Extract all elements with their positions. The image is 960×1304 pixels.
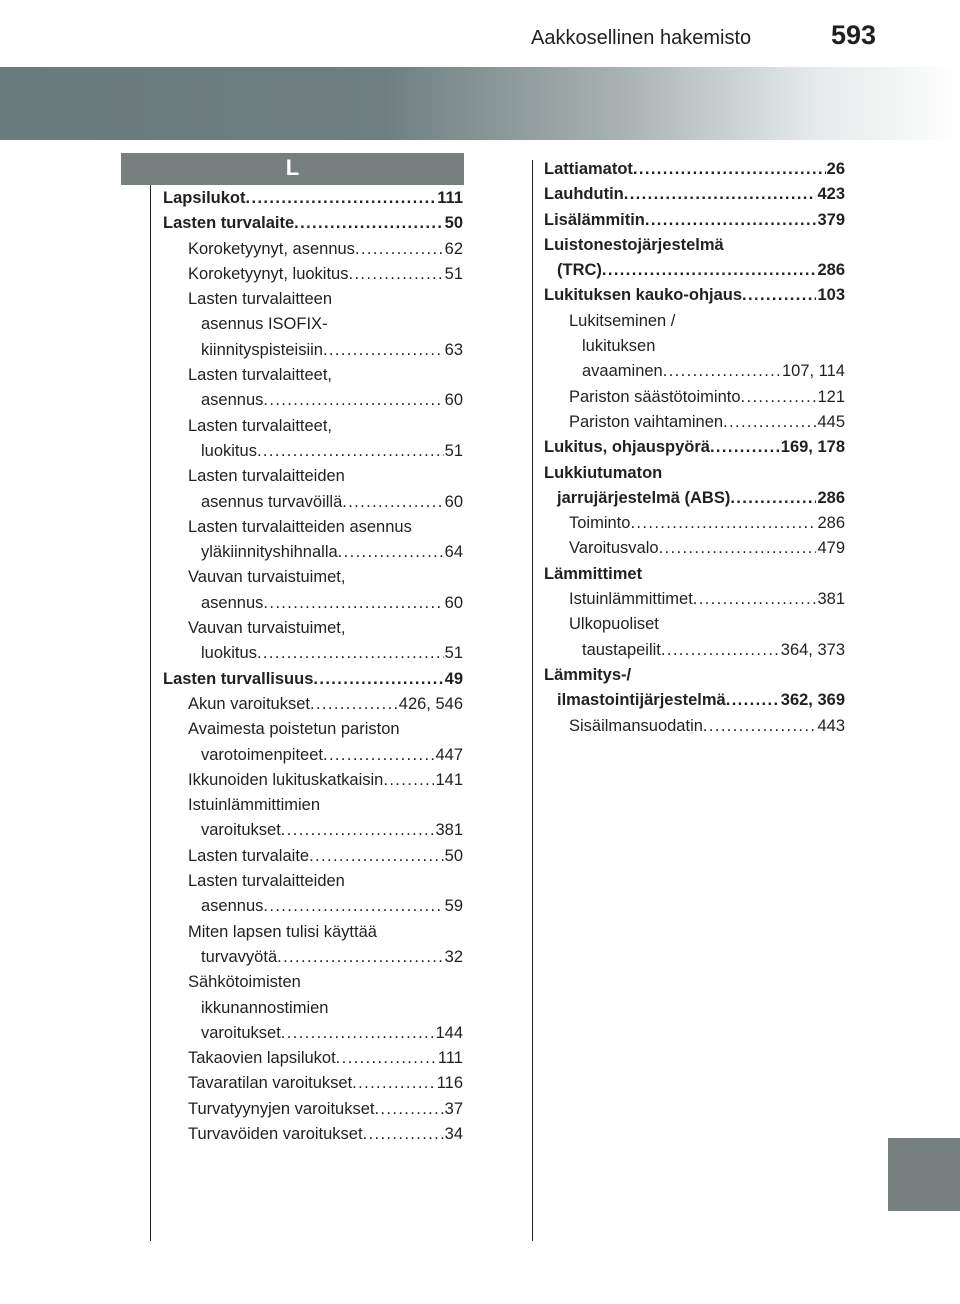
index-entry (163, 439, 463, 464)
page-reference: 379 (817, 210, 845, 229)
dot-leader (263, 388, 443, 413)
index-term: yläkiinnityshihnalla (201, 543, 338, 562)
index-term: Vauvan turvaistuimet, (188, 568, 346, 587)
index-term: asennus ISOFIX- (201, 315, 328, 334)
index-term: Tavaratilan varoitukset (188, 1074, 353, 1093)
index-entry (544, 334, 845, 359)
index-term: Ikkunoiden lukituskatkaisin (188, 770, 384, 789)
index-term: Pariston säästötoiminto (569, 387, 741, 406)
index-term: luokitus (201, 644, 257, 663)
dot-leader (336, 1046, 437, 1071)
index-entry (163, 211, 463, 236)
index-term: Koroketyynyt, asennus (188, 239, 355, 258)
index-entry (544, 157, 845, 182)
left-column-rule (150, 185, 151, 1241)
page-reference: 32 (444, 947, 463, 966)
index-entry (544, 663, 845, 688)
dot-leader (355, 237, 444, 262)
dot-leader (710, 435, 780, 460)
index-term: Akun varoitukset (188, 694, 310, 713)
index-entry (544, 258, 845, 283)
index-term: Istuinlämmittimet (569, 590, 693, 609)
index-entry (163, 717, 463, 742)
index-term: asennus (201, 593, 264, 612)
index-column-left (163, 186, 463, 1147)
index-term: turvavyötä (201, 947, 278, 966)
dot-leader (730, 486, 816, 511)
index-entry (544, 638, 845, 663)
index-entry (544, 410, 845, 435)
index-term: Lisälämmitin (544, 210, 645, 229)
index-term: Lasten turvalaitteiden (188, 467, 345, 486)
dot-leader (633, 157, 826, 182)
page-reference: 60 (444, 391, 463, 410)
index-entry (163, 515, 463, 540)
index-entry (163, 970, 463, 995)
index-term: Takaovien lapsilukot (188, 1049, 336, 1068)
header-band (0, 67, 960, 140)
index-term: varoitukset (201, 821, 281, 840)
page-reference: 51 (444, 644, 463, 663)
index-entry (544, 359, 845, 384)
index-term: Pariston vaihtaminen (569, 412, 724, 431)
page-reference: 50 (444, 214, 463, 233)
dot-leader (257, 439, 444, 464)
dot-leader (263, 894, 443, 919)
index-term: ikkunannostimien (201, 998, 329, 1017)
page-reference: 447 (435, 745, 463, 764)
index-term: Lasten turvallisuus (163, 669, 314, 688)
index-term: lukituksen (582, 337, 656, 356)
index-entry (163, 818, 463, 843)
index-term: varoitukset (201, 1023, 281, 1042)
index-entry (163, 1046, 463, 1071)
page-reference: 479 (817, 539, 845, 558)
dot-leader (693, 587, 817, 612)
index-entry (163, 565, 463, 590)
index-term: Lasten turvalaite (163, 214, 295, 233)
index-entry (163, 996, 463, 1021)
index-term: Koroketyynyt, luokitus (188, 264, 349, 283)
index-entry (163, 844, 463, 869)
index-entry (544, 612, 845, 637)
dot-leader (363, 1122, 444, 1147)
index-column-right (544, 157, 845, 739)
index-term: Varoitusvalo (569, 539, 659, 558)
index-term: Lukkiutumaton (544, 463, 663, 482)
index-term: Turvatyynyjen varoitukset (188, 1099, 375, 1118)
page-reference: 51 (444, 264, 463, 283)
index-entry (163, 312, 463, 337)
page-reference: 59 (444, 897, 463, 916)
index-entry (163, 869, 463, 894)
index-entry (163, 945, 463, 970)
index-term: asennus (201, 391, 264, 410)
dot-leader (659, 536, 817, 561)
index-term: Ulkopuoliset (569, 615, 659, 634)
index-term: Istuinlämmittimien (188, 796, 321, 815)
header-title: Aakkosellinen hakemisto (531, 27, 752, 49)
dot-leader (742, 283, 816, 308)
page-reference: 121 (817, 387, 845, 406)
dot-leader (323, 743, 434, 768)
index-side-tab (888, 1138, 960, 1211)
page-reference: 426, 546 (398, 694, 463, 713)
dot-leader (630, 511, 816, 536)
page-reference: 107, 114 (781, 362, 845, 381)
index-term: luokitus (201, 441, 257, 460)
index-term: Vauvan turvaistuimet, (188, 619, 346, 638)
index-term: ilmastointijärjestelmä (557, 691, 726, 710)
index-entry (544, 486, 845, 511)
index-term: Sisäilmansuodatin (569, 716, 703, 735)
index-entry (544, 182, 845, 207)
page-reference: 26 (826, 160, 845, 178)
dot-leader (310, 692, 398, 717)
index-entry (544, 511, 845, 536)
index-entry (163, 641, 463, 666)
index-entry (163, 920, 463, 945)
page-reference: 62 (444, 239, 463, 258)
index-term: Lauhdutin (544, 185, 624, 204)
index-entry (544, 385, 845, 410)
index-entry (163, 1071, 463, 1096)
index-entry (163, 1021, 463, 1046)
dot-leader (374, 1097, 443, 1122)
index-entry (163, 338, 463, 363)
page-reference: 116 (436, 1074, 463, 1093)
page-reference: 60 (444, 593, 463, 612)
index-entry (163, 540, 463, 565)
index-entry (163, 894, 463, 919)
dot-leader (294, 211, 444, 236)
index-term: Lämmittimet (544, 564, 643, 583)
index-term: Lämmitys-/ (544, 665, 632, 684)
page-reference: 286 (817, 514, 845, 533)
index-entry (544, 536, 845, 561)
page-reference: 144 (435, 1023, 463, 1042)
page-reference: 103 (817, 286, 845, 305)
page-reference: 63 (444, 340, 463, 359)
index-term: Lasten turvalaitteet, (188, 416, 333, 435)
index-entry (163, 1122, 463, 1147)
index-entry (544, 283, 845, 308)
dot-leader (663, 359, 781, 384)
page-reference: 286 (817, 261, 845, 280)
page-number: 593 (831, 20, 877, 50)
index-term: kiinnityspisteisiin (201, 340, 323, 359)
section-letter-bar: L (121, 153, 464, 185)
dot-leader (726, 688, 780, 713)
dot-leader (703, 714, 817, 739)
page-reference: 423 (817, 185, 845, 204)
index-entry (544, 233, 845, 258)
page-reference: 286 (817, 488, 845, 507)
dot-leader (313, 667, 443, 692)
index-term: Lasten turvalaitteiden (188, 872, 345, 891)
index-term: Sähkötoimisten (188, 973, 301, 992)
index-entry (163, 414, 463, 439)
dot-leader (349, 262, 444, 287)
index-entry (163, 692, 463, 717)
index-entry (163, 768, 463, 793)
index-entry (163, 186, 463, 211)
page-reference: 141 (435, 770, 463, 789)
index-entry (163, 363, 463, 388)
index-entry (163, 591, 463, 616)
index-term: taustapeilit (582, 640, 661, 659)
dot-leader (352, 1071, 436, 1096)
page-reference: 34 (444, 1124, 463, 1143)
page-reference: 60 (444, 492, 463, 511)
dot-leader (383, 768, 434, 793)
page-reference: 169, 178 (780, 438, 845, 457)
index-entry (163, 262, 463, 287)
index-term: (TRC) (557, 261, 602, 280)
index-term: Lapsilukot (163, 189, 246, 207)
dot-leader (281, 818, 435, 843)
dot-leader (263, 591, 443, 616)
dot-leader (624, 182, 817, 207)
index-entry (163, 616, 463, 641)
page-reference: 37 (444, 1099, 463, 1118)
index-entry (544, 587, 845, 612)
page-reference: 443 (817, 716, 845, 735)
index-term: Turvavöiden varoitukset (188, 1124, 363, 1143)
index-entry (163, 1097, 463, 1122)
dot-leader (741, 385, 817, 410)
index-term: Avaimesta poistetun pariston (188, 720, 400, 739)
page-reference: 445 (817, 412, 845, 431)
index-entry (544, 435, 845, 460)
page-reference: 362, 369 (780, 691, 845, 710)
index-entry (163, 793, 463, 818)
page-reference: 51 (444, 441, 463, 460)
index-term: Lukituksen kauko-ohjaus (544, 286, 743, 305)
index-term: Lukitus, ohjauspyörä (544, 438, 710, 457)
index-term: asennus (201, 897, 264, 916)
index-entry (163, 464, 463, 489)
index-entry (544, 461, 845, 486)
page-reference: 381 (817, 590, 845, 609)
index-term: Lukitseminen / (569, 311, 676, 330)
index-term: Miten lapsen tulisi käyttää (188, 922, 377, 941)
index-entry (163, 743, 463, 768)
index-entry (544, 562, 845, 587)
index-entry (163, 667, 463, 692)
dot-leader (338, 540, 444, 565)
page-reference: 49 (444, 669, 463, 688)
dot-leader (645, 208, 817, 233)
index-term: Lasten turvalaitteen (188, 290, 333, 309)
index-entry (163, 388, 463, 413)
page-reference: 64 (444, 543, 463, 562)
index-entry (544, 309, 845, 334)
page-reference: 364, 373 (780, 640, 845, 659)
index-term: Toiminto (569, 514, 631, 533)
dot-leader (281, 1021, 435, 1046)
index-term: avaaminen (582, 362, 663, 381)
index-term: asennus turvavöillä (201, 492, 343, 511)
page-header (0, 0, 960, 67)
index-term: jarrujärjestelmä (ABS) (557, 488, 731, 507)
index-entry (544, 688, 845, 713)
page-reference: 111 (437, 1049, 463, 1068)
dot-leader (342, 490, 443, 515)
page-reference: 50 (444, 846, 463, 865)
index-entry (163, 287, 463, 312)
index-entry (544, 714, 845, 739)
dot-leader (277, 945, 444, 970)
index-entry (163, 237, 463, 262)
page-reference: 381 (435, 821, 463, 840)
index-entry (163, 490, 463, 515)
index-entry (544, 208, 845, 233)
index-term: Lasten turvalaite (188, 846, 310, 865)
index-term: Lattiamatot (544, 160, 633, 178)
dot-leader (723, 410, 816, 435)
index-term: Lasten turvalaitteet, (188, 366, 333, 385)
index-term: Lasten turvalaitteiden asennus (188, 517, 412, 536)
dot-leader (661, 638, 780, 663)
dot-leader (323, 338, 444, 363)
dot-leader (257, 641, 444, 666)
middle-column-rule (532, 160, 533, 1241)
index-term: Luistonestojärjestelmä (544, 235, 724, 254)
page-reference: 111 (437, 189, 463, 207)
dot-leader (309, 844, 444, 869)
dot-leader (602, 258, 817, 283)
dot-leader (246, 186, 437, 211)
index-term: varotoimenpiteet (201, 745, 323, 764)
